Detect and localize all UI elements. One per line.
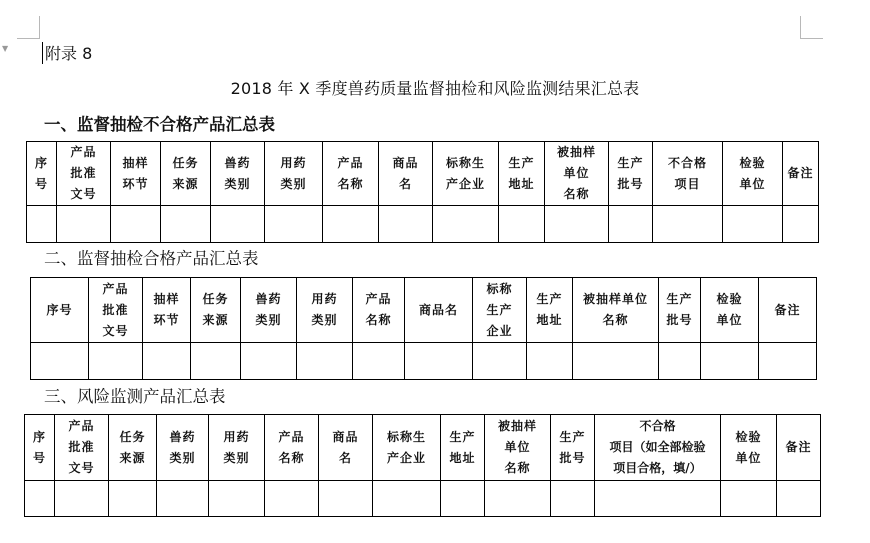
- table-cell[interactable]: [499, 206, 545, 243]
- appendix-label[interactable]: 附录 8: [45, 44, 93, 63]
- section3-header-cell[interactable]: 商品 名: [319, 415, 373, 481]
- section1-header-cell[interactable]: 不合格 项目: [653, 142, 723, 206]
- table-cell[interactable]: [759, 343, 817, 380]
- section1-header-cell[interactable]: 序 号: [27, 142, 57, 206]
- section2-header-cell[interactable]: 任务 来源: [191, 278, 241, 343]
- section3-header-cell[interactable]: 序 号: [25, 415, 55, 481]
- section1-header-cell[interactable]: 兽药 类别: [211, 142, 265, 206]
- table-cell[interactable]: [265, 206, 323, 243]
- table-cell[interactable]: [723, 206, 783, 243]
- section1-header-cell[interactable]: 商品 名: [379, 142, 433, 206]
- section3-header-cell[interactable]: 不合格 项目（如全部检验 项目合格，填/）: [595, 415, 721, 481]
- table-cell[interactable]: [191, 343, 241, 380]
- section3-empty-row: [25, 481, 821, 517]
- section2-header-cell[interactable]: 产品 批准 文号: [89, 278, 143, 343]
- section3-header-cell[interactable]: 生产 批号: [551, 415, 595, 481]
- section2-header-cell[interactable]: 用药 类别: [297, 278, 353, 343]
- table-cell[interactable]: [659, 343, 701, 380]
- section3-header-cell[interactable]: 用药 类别: [209, 415, 265, 481]
- table-cell[interactable]: [595, 481, 721, 517]
- section3-header-cell[interactable]: 检验 单位: [721, 415, 777, 481]
- section2-header-cell[interactable]: 商品名: [405, 278, 473, 343]
- section3-header-cell[interactable]: 任务 来源: [109, 415, 157, 481]
- table-cell[interactable]: [109, 481, 157, 517]
- table-cell[interactable]: [721, 481, 777, 517]
- section1-header-cell[interactable]: 被抽样 单位 名称: [545, 142, 609, 206]
- table-cell[interactable]: [353, 343, 405, 380]
- table-cell[interactable]: [473, 343, 527, 380]
- table-cell[interactable]: [701, 343, 759, 380]
- table-cell[interactable]: [241, 343, 297, 380]
- section2-table: [30, 277, 817, 380]
- section3-table: [24, 414, 821, 517]
- section3-heading[interactable]: 三、风险监测产品汇总表: [44, 387, 226, 406]
- table-cell[interactable]: [783, 206, 819, 243]
- section1-empty-row: [27, 206, 819, 243]
- table-cell[interactable]: [441, 481, 485, 517]
- table-cell[interactable]: [27, 206, 57, 243]
- section1-header-cell[interactable]: 任务 来源: [161, 142, 211, 206]
- table-cell[interactable]: [25, 481, 55, 517]
- table-cell[interactable]: [319, 481, 373, 517]
- table-cell[interactable]: [57, 206, 111, 243]
- section2-heading[interactable]: 二、监督抽检合格产品汇总表: [44, 249, 259, 268]
- table-cell[interactable]: [405, 343, 473, 380]
- section2-empty-row: [31, 343, 817, 380]
- section2-header-cell[interactable]: 生产 批号: [659, 278, 701, 343]
- table-cell[interactable]: [379, 206, 433, 243]
- table-cell[interactable]: [485, 481, 551, 517]
- table-cell[interactable]: [573, 343, 659, 380]
- section2-header-cell[interactable]: 生产 地址: [527, 278, 573, 343]
- section3-header-cell[interactable]: 产品 名称: [265, 415, 319, 481]
- table-cell[interactable]: [209, 481, 265, 517]
- section3-header-cell[interactable]: 备注: [777, 415, 821, 481]
- table-cell[interactable]: [551, 481, 595, 517]
- table-cell[interactable]: [31, 343, 89, 380]
- table-cell[interactable]: [89, 343, 143, 380]
- section2-header-cell[interactable]: 序号: [31, 278, 89, 343]
- table-cell[interactable]: [143, 343, 191, 380]
- section2-header-cell[interactable]: 产品 名称: [353, 278, 405, 343]
- section3-header-row: [25, 415, 821, 481]
- crop-mark-top-left: [17, 16, 40, 39]
- text-cursor: [42, 42, 43, 64]
- table-cell[interactable]: [211, 206, 265, 243]
- section1-header-row: [27, 142, 819, 206]
- table-cell[interactable]: [297, 343, 353, 380]
- table-cell[interactable]: [545, 206, 609, 243]
- margin-arrow-icon: ▼: [2, 44, 9, 53]
- section2-header-cell[interactable]: 兽药 类别: [241, 278, 297, 343]
- section2-header-cell[interactable]: 备注: [759, 278, 817, 343]
- table-cell[interactable]: [161, 206, 211, 243]
- crop-mark-top-right: [800, 16, 823, 39]
- table-cell[interactable]: [433, 206, 499, 243]
- table-cell[interactable]: [157, 481, 209, 517]
- section1-header-cell[interactable]: 检验 单位: [723, 142, 783, 206]
- table-cell[interactable]: [653, 206, 723, 243]
- section3-header-cell[interactable]: 兽药 类别: [157, 415, 209, 481]
- table-cell[interactable]: [55, 481, 109, 517]
- section1-header-cell[interactable]: 标称生 产企业: [433, 142, 499, 206]
- section1-header-cell[interactable]: 生产 地址: [499, 142, 545, 206]
- table-cell[interactable]: [609, 206, 653, 243]
- section1-header-cell[interactable]: 抽样 环节: [111, 142, 161, 206]
- section2-header-cell[interactable]: 抽样 环节: [143, 278, 191, 343]
- table-cell[interactable]: [323, 206, 379, 243]
- section3-header-cell[interactable]: 产品 批准 文号: [55, 415, 109, 481]
- section2-header-cell[interactable]: 被抽样单位 名称: [573, 278, 659, 343]
- section1-table: [26, 141, 819, 243]
- table-cell[interactable]: [265, 481, 319, 517]
- section2-header-cell[interactable]: 标称 生产 企业: [473, 278, 527, 343]
- table-cell[interactable]: [373, 481, 441, 517]
- section1-header-cell[interactable]: 产品 名称: [323, 142, 379, 206]
- section3-header-cell[interactable]: 生产 地址: [441, 415, 485, 481]
- section2-header-cell[interactable]: 检验 单位: [701, 278, 759, 343]
- table-cell[interactable]: [527, 343, 573, 380]
- section2-header-row: [31, 278, 817, 343]
- document-title[interactable]: 2018 年 X 季度兽药质量监督抽检和风险监测结果汇总表: [230, 79, 640, 98]
- section1-header-cell[interactable]: 用药 类别: [265, 142, 323, 206]
- section1-header-cell[interactable]: 备注: [783, 142, 819, 206]
- section1-header-cell[interactable]: 生产 批号: [609, 142, 653, 206]
- section1-header-cell[interactable]: 产品 批准 文号: [57, 142, 111, 206]
- table-cell[interactable]: [111, 206, 161, 243]
- section3-header-cell[interactable]: 被抽样 单位 名称: [485, 415, 551, 481]
- section3-header-cell[interactable]: 标称生 产企业: [373, 415, 441, 481]
- section1-heading[interactable]: 一、监督抽检不合格产品汇总表: [44, 115, 275, 134]
- table-cell[interactable]: [777, 481, 821, 517]
